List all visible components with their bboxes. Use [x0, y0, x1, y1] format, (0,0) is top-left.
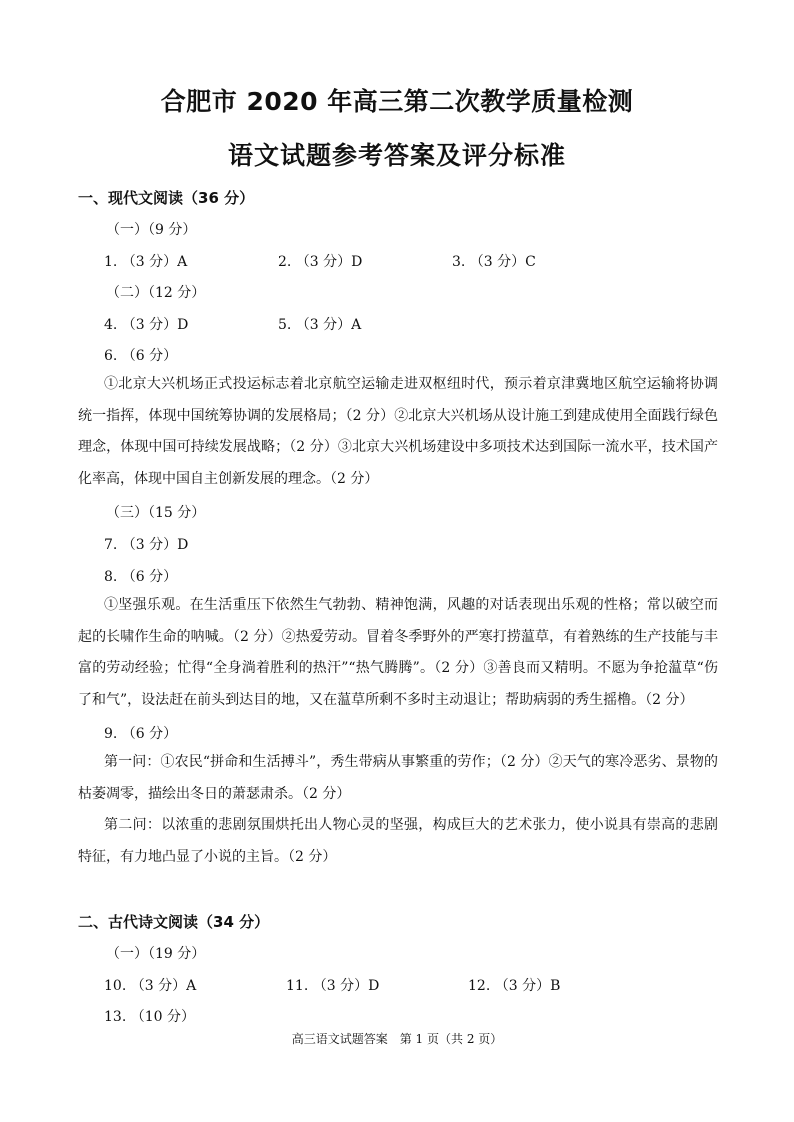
- question-label: 6. （6 分）: [104, 348, 178, 364]
- answer-item: 7. （3 分）D: [104, 537, 189, 553]
- section-heading: 二、古代诗文阅读（34 分）: [78, 913, 270, 931]
- answer-item: 2. （3 分）D: [278, 254, 363, 270]
- question-label: 13. （10 分）: [104, 1009, 195, 1025]
- section-heading: 一、现代文阅读（36 分）: [78, 189, 255, 207]
- answer-paragraph: 第二问：以浓重的悲剧氛围烘托出人物心灵的坚强，构成巨大的艺术张力，使小说具有崇高的悲剧特征，有力地凸显了小说的主旨。（2 分）: [78, 817, 718, 865]
- answer-paragraph: ①坚强乐观。在生活重压下依然生气勃勃、精神饱满，风趣的对话表现出乐观的性格；常以破空而起的长啸作生命的呐喊。（2 分）②热爱劳动。冒着冬季野外的严寒打捞蕰草，有着熟练的生产技能与丰富的劳动经验；忙得“全身淌着胜利的热汗”“热气腾腾”。（2 分）③善良而又精明。不愿为争抢蕰草“伤了和气”，设法赶在前头到达目的地，又在蕰草所剩不多时主动退让；帮助病弱的秀生摇橹。（2 分）: [78, 597, 718, 708]
- answer-item: 3. （3 分）C: [452, 254, 536, 270]
- part-label: （三）（15 分）: [106, 505, 206, 521]
- answer-item: 5. （3 分）A: [278, 317, 362, 333]
- answer-item: 1. （3 分）A: [104, 254, 188, 270]
- answer-item: 11. （3 分）D: [286, 978, 380, 994]
- answer-item: 4. （3 分）D: [104, 317, 189, 333]
- question-label: 8. （6 分）: [104, 569, 178, 585]
- question-label: 9. （6 分）: [104, 726, 178, 742]
- part-label: （二）（12 分）: [106, 285, 206, 301]
- part-label: （一）（19 分）: [106, 946, 206, 962]
- page-footer: 高三语文试题答案 第 1 页（共 2 页）: [291, 1032, 503, 1046]
- page-subtitle: 语文试题参考答案及评分标准: [227, 141, 566, 170]
- answer-item: 10. （3 分）A: [104, 978, 197, 994]
- page-title: 合肥市 2020 年高三第二次教学质量检测: [160, 87, 634, 116]
- answer-item: 12. （3 分）B: [468, 978, 561, 994]
- answer-paragraph: ①北京大兴机场正式投运标志着北京航空运输走进双枢纽时代，预示着京津冀地区航空运输将协调统一指挥，体现中国统筹协调的发展格局；（2 分）②北京大兴机场从设计施工到建成使用全面践行绿色理念，体现中国可持续发展战略；（2 分）③北京大兴机场建设中多项技术达到国际一流水平，技术国产化率高，体现中国自主创新发展的理念。（2 分）: [78, 376, 718, 487]
- answer-paragraph: 第一问：①农民“拼命和生活搏斗”，秀生带病从事繁重的劳作；（2 分）②天气的寒冷恶劣、景物的枯萎凋零，描绘出冬日的萧瑟肃杀。（2 分）: [78, 754, 718, 802]
- part-label: （一）（9 分）: [106, 222, 197, 238]
